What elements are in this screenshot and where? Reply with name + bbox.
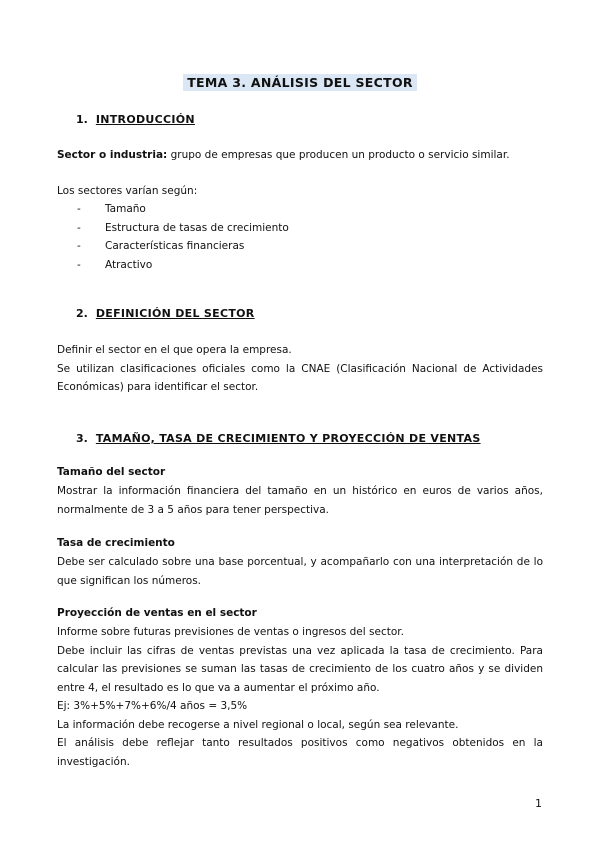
list-item-text: Tamaño (105, 203, 146, 215)
subheading-proyeccion: Proyección de ventas en el sector (57, 607, 257, 619)
list-item: - Estructura de tasas de crecimiento (77, 221, 289, 234)
title-text: TEMA 3. ANÁLISIS DEL SECTOR (183, 74, 417, 91)
definicion-paragraph (57, 341, 543, 397)
definition-text: grupo de empresas que producen un producto o servicio similar. (167, 149, 510, 161)
section-title: DEFINICIÓN DEL SECTOR (95, 307, 255, 320)
proyeccion-paragraph (57, 623, 543, 771)
example-line: Ej: 3%+5%+7%+6%/4 años = 3,5% (57, 700, 248, 712)
paragraph-line: La información debe recogerse a nivel regional o local, según sea relevante. (57, 718, 459, 731)
list-item-text: Características financieras (105, 240, 245, 252)
section-number: 1. (76, 113, 88, 126)
section-heading-1 (76, 113, 195, 126)
definition-term: Sector o industria: (57, 149, 168, 161)
list-item: - Características financieras (77, 240, 245, 252)
section-number: 2. (76, 307, 88, 320)
page-number: 1 (535, 797, 542, 810)
sector-variation-list (77, 200, 289, 274)
list-item-text: Estructura de tasas de crecimiento (105, 221, 289, 234)
section-heading-2 (76, 307, 255, 320)
tamano-paragraph: Mostrar la información financiera del tamaño en un histórico en euros de varios años, normalmente de 3 a 5 años para tener perspectiva. (57, 485, 543, 516)
paragraph-line: Se utilizan clasificaciones oficiales como la CNAE (Clasificación Nacional de Actividades Económicas) para identificar el sector. (57, 362, 543, 393)
definition-paragraph (57, 146, 543, 165)
list-item: - Atractivo (77, 258, 153, 271)
section-heading-3 (76, 432, 481, 445)
tasa-paragraph: Debe ser calculado sobre una base porcentual, y acompañarlo con una interpretación de lo que significan los números. (57, 556, 543, 587)
paragraph-line: El análisis debe reflejar tanto resultados positivos como negativos obtenidos en la investigación. (57, 737, 543, 768)
subheading-tasa: Tasa de crecimiento (57, 537, 175, 549)
section-title: TAMAÑO, TASA DE CRECIMIENTO Y PROYECCIÓN DE VENTAS (95, 432, 481, 445)
paragraph-line: Definir el sector en el que opera la empresa. (57, 344, 292, 356)
paragraph-line: Debe incluir las cifras de ventas previstas una vez aplicada la tasa de crecimiento. Para calcular las previsiones se suman las tasas de crecimiento de los cuatro años y se dividen entre 4, el resultado es lo que va a aumentar el próximo año. (57, 644, 543, 694)
subheading-tamano: Tamaño del sector (57, 466, 166, 478)
list-intro: Los sectores varían según: (57, 185, 198, 197)
list-item-text: Atractivo (105, 258, 153, 271)
document-title (0, 72, 600, 91)
list-item: - Tamaño (77, 203, 146, 215)
paragraph-line: Informe sobre futuras previsiones de ventas o ingresos del sector. (57, 626, 404, 638)
section-title: INTRODUCCIÓN (95, 113, 195, 126)
section-number: 3. (76, 432, 88, 445)
